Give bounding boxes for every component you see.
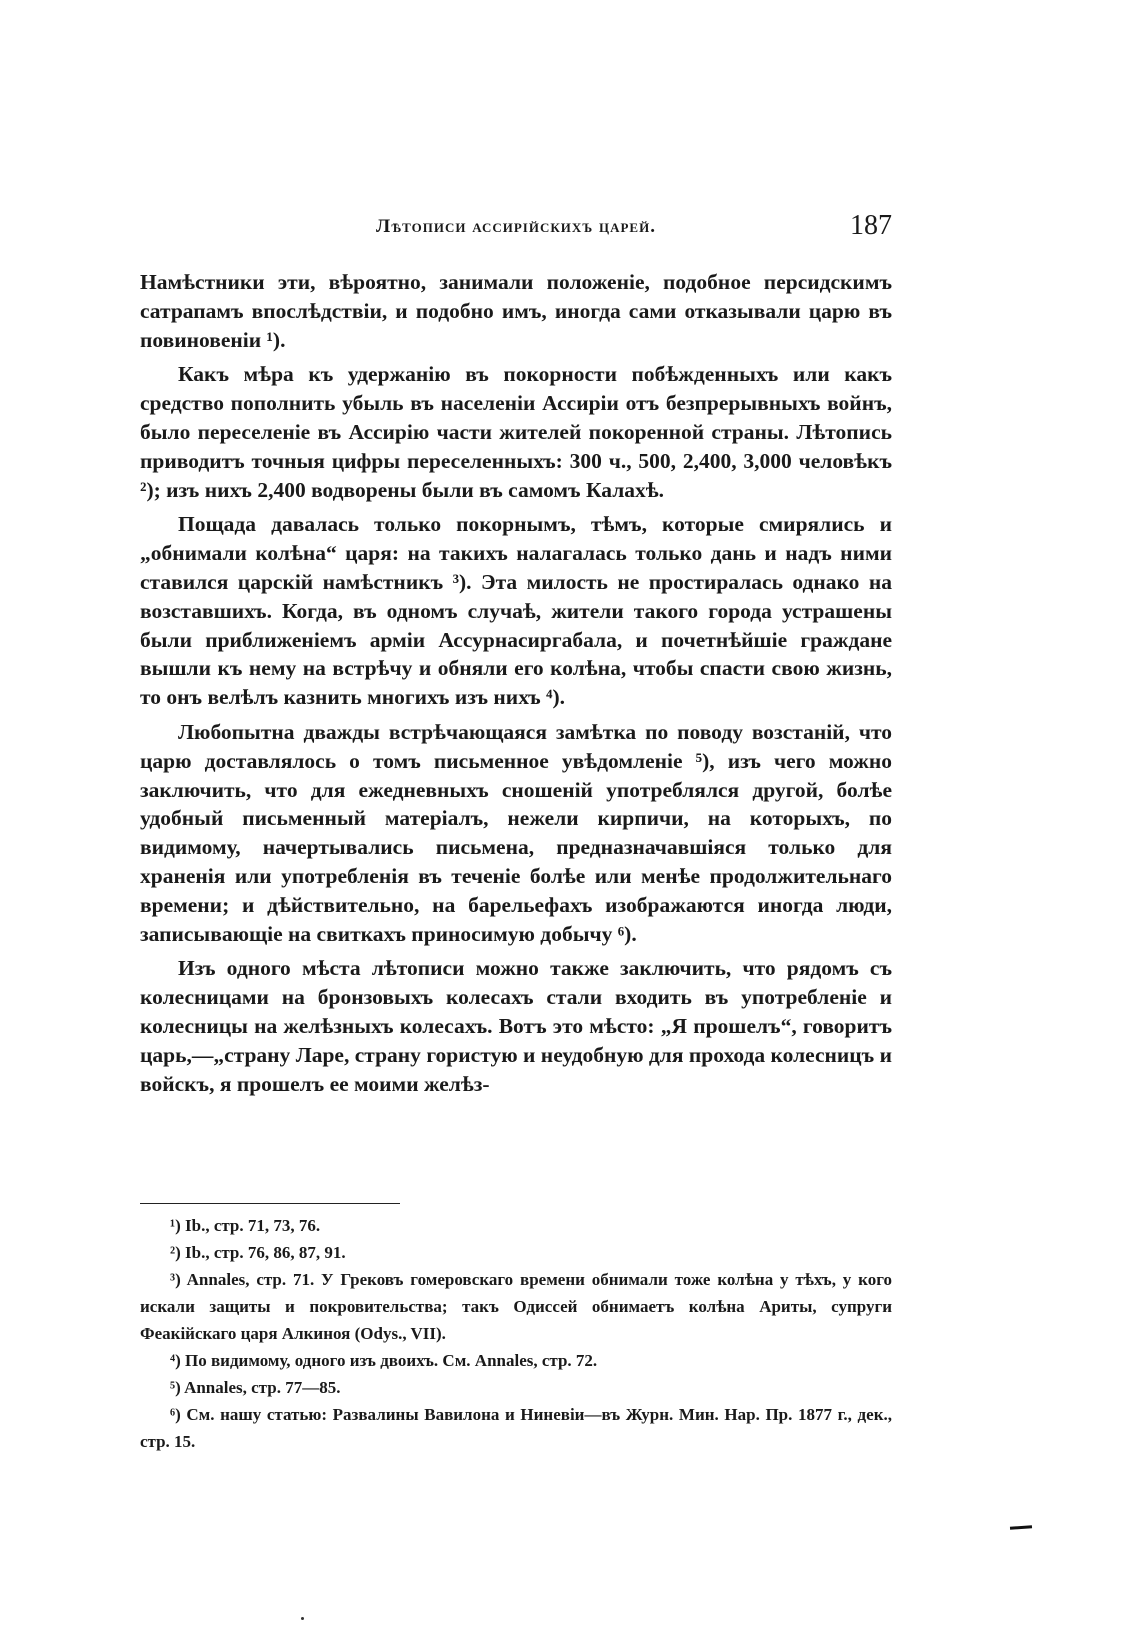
page-header — [140, 210, 892, 250]
paragraph-5: Изъ одного мѣста лѣтописи можно также заключить, что рядомъ съ колесницами на бронзовыхъ колесахъ стали входить въ употребленіе и колесницы на желѣзныхъ колесахъ. Вотъ это мѣсто: „Я прошелъ“, говоритъ царь,—„страну Ларе, страну гористую и неудобную для прохода колесницъ и войскъ, я прошелъ ее моими желѣз- — [140, 956, 892, 1096]
scan-mark-dash — [1010, 1525, 1032, 1530]
footnote-4: ⁴) По видимому, одного изъ двоихъ. См. Annales, стр. 72. — [170, 1351, 598, 1370]
paragraph-1: Намѣстники эти, вѣроятно, занимали положеніе, подобное персидскимъ сатрапамъ впослѣдствіи, и подобно имъ, иногда сами отказывали царю въ повиновеніи ¹). — [140, 270, 892, 352]
paragraph-2: Какъ мѣра къ удержанію въ покорности побѣжденныхъ или какъ средство пополнить убыль въ населеніи Ассиріи отъ безпрерывныхъ войнъ, было переселеніе въ Ассирію части жителей покоренной страны. Лѣтопись приводитъ точныя цифры переселенныхъ: 300 ч., 500, 2,400, 3,000 человѣкъ ²); изъ нихъ 2,400 водворены были въ самомъ Калахѣ. — [140, 362, 892, 502]
footnote-separator — [140, 1203, 400, 1204]
paragraph-4: Любопытна дважды встрѣчающаяся замѣтка по поводу возстаній, что царю доставлялось о томъ письменное увѣдомленіе ⁵), изъ чего можно заключить, что для ежедневныхъ сношеній употреблялся другой, болѣе удобный письменный матеріалъ, нежели кирпичи, на которыхъ, по видимому, начертывались письмена, предназначавшіяся только для храненія или употребленія въ теченіе болѣе или менѣе продолжительнаго времени; и дѣйствительно, на барельефахъ изображаются иногда люди, записывающіе на свиткахъ приносимую добычу ⁶). — [140, 719, 892, 946]
footnote-5: ⁵) Annales, стр. 77—85. — [170, 1378, 341, 1397]
footnote-6: ⁶) См. нашу статью: Развалины Вавилона и Нинeвіи—въ Журн. Мин. Нар. Пр. 1877 г., дек., стр. 15. — [140, 1405, 892, 1451]
scan-mark-dot — [301, 1617, 304, 1620]
body-text — [140, 268, 892, 1104]
footnote-2: ²) Ib., стр. 76, 86, 87, 91. — [170, 1243, 346, 1262]
footnote-1: ¹) Ib., стр. 71, 73, 76. — [170, 1216, 321, 1235]
running-title: Лѣтописи ассирійскихъ царей. — [376, 216, 656, 237]
paragraph-3: Пощада давалась только покорнымъ, тѣмъ, которые смирялись и „обнимали колѣна“ царя: на такихъ налагалась только дань и надъ ними ставился царскій намѣстникъ ³). Эта милость не простиралась однако на возставшихъ. Когда, въ одномъ случаѣ, жители такого города устрашены были приближеніемъ арміи Ассурнасиргабала, и почетнѣйшіе граждане вышли къ нему на встрѣчу и обняли его колѣна, чтобы спасти свою жизнь, то онъ велѣлъ казнить многихъ изъ нихъ ⁴). — [140, 512, 892, 710]
footnotes — [140, 1212, 892, 1455]
page-number: 187 — [850, 210, 892, 241]
footnote-3: ³) Annales, стр. 71. У Грековъ гомеровскаго времени обнимали тоже колѣна у тѣхъ, у кого искали защиты и покровительства; такъ Одиссей обнимаетъ колѣна Ариты, супруги Феакійскаго царя Алкиноя (Odys., VII). — [140, 1270, 892, 1343]
